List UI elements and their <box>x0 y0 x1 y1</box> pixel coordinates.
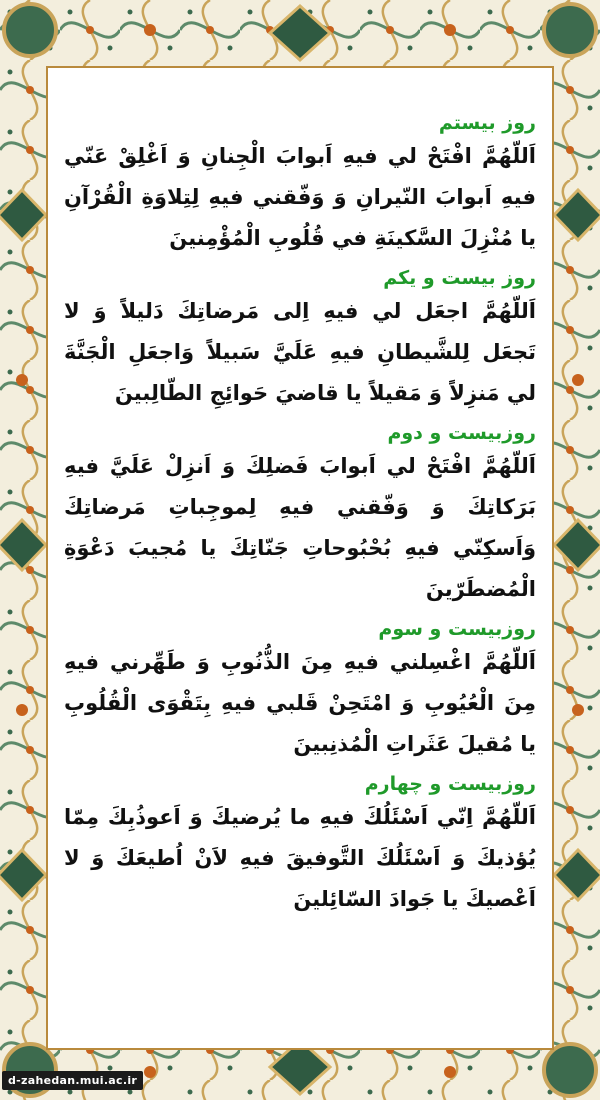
day-title: روز بیستم <box>438 112 536 134</box>
day-title: روزبیست و چهارم <box>364 773 536 795</box>
day-section-23 <box>64 616 536 765</box>
day-title: روزبیست و سوم <box>378 618 536 640</box>
day-section-24 <box>64 771 536 920</box>
day-title: روزبیست و دوم <box>387 422 536 444</box>
prayer-text: اَللّهُمَّ افْتَحْ لي اَبوابَ فَضلِكَ وَ اَنزِلْ عَلَيَّ فيهِ بَرَكاتِكَ وَ وَفّقني فيهِ لِموجِباتِ مَرضاتِكَ وَاَسكِنّي فيهِ بُحْبُوحاتِ جَنّاتِكَ يا مُجيبَ دَعْوَةِ الْمُضطَرّينَ <box>64 454 536 601</box>
day-section-21 <box>64 265 536 414</box>
day-section-22 <box>64 420 536 610</box>
prayer-text: اَللّهُمَّ اغْسِلني فيهِ مِنَ الذُّنُوبِ وَ طَهِّرني فيهِ مِنَ الْعُيُوبِ وَ امْتَحِنْ قَلبي فيهِ بِتَقْوَى الْقُلُوبِ يا مُقيلَ عَثَراتِ الْمُذنِبينَ <box>64 650 536 756</box>
prayer-text: اَللّهُمَّ اِنّي اَسْئَلُكَ فيهِ ما يُرضيكَ وَ اَعوذُبِكَ مِمّا يُؤذيكَ وَ اَسْئَلُكَ التَّوفيقَ فيهِ لاَنْ اُطيعَكَ وَ لا اَعْصيكَ يا جَوادَ السّائِلينَ <box>64 805 536 911</box>
prayer-text: اَللّهُمَّ افْتَحْ لي فيهِ اَبوابَ الْجِنانِ وَ اَغْلِقْ عَنّي فيهِ اَبوابَ النّيرانِ وَ وَفّقني فيهِ لِتِلاوَةِ الْقُرْآنِ يا مُنْزِلَ السَّكينَةِ في قُلُوبِ الْمُؤْمِنينَ <box>64 144 536 250</box>
site-watermark: d-zahedan.mui.ac.ir <box>2 1071 143 1090</box>
day-title: روز بیست و یکم <box>383 267 536 289</box>
prayer-content <box>64 110 536 926</box>
day-section-20 <box>64 110 536 259</box>
prayer-text: اَللّهُمَّ اجعَل لي فيهِ اِلى مَرضاتِكَ دَليلاً وَ لا تَجعَل لِلشَّيطانِ فيهِ عَلَيَّ سَبيلاً وَاجعَلِ الْجَنَّةَ لي مَنزِلاً وَ مَقيلاً يا قاضيَ حَوائِجِ الطّالِبينَ <box>64 299 536 405</box>
